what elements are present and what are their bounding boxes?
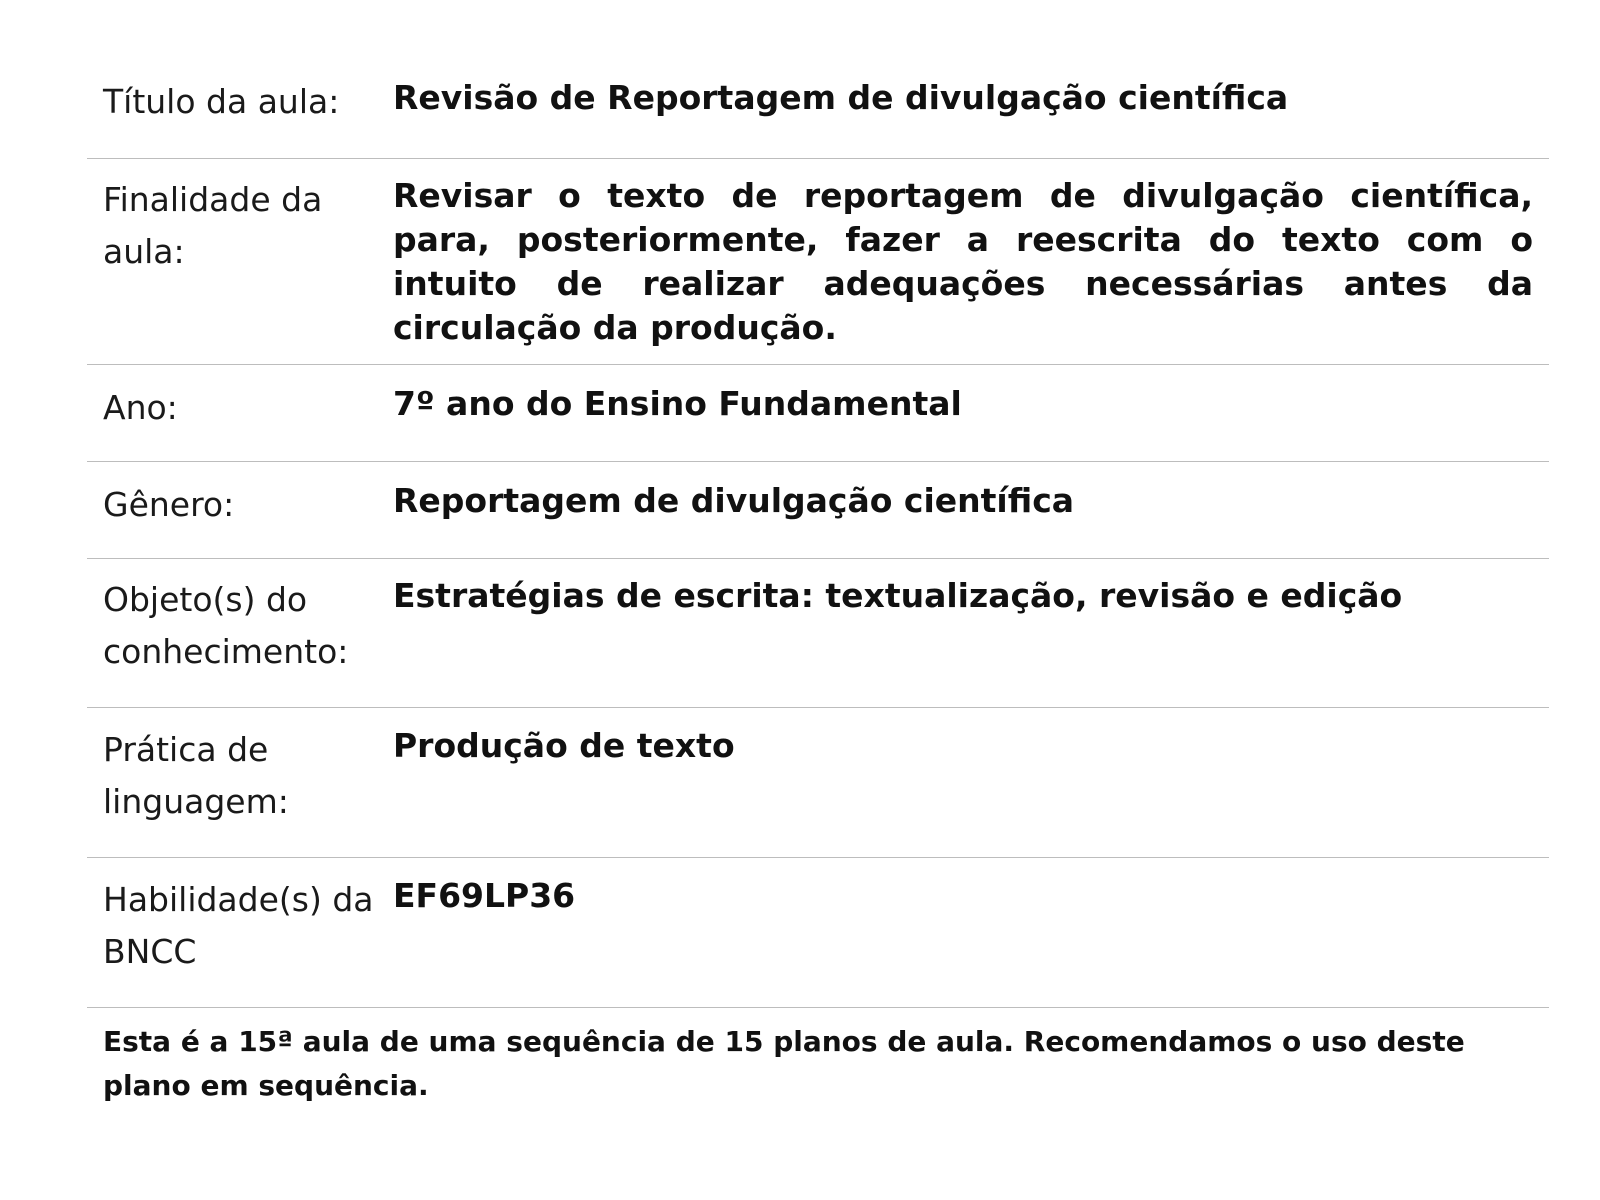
lesson-purpose-value: Revisar o texto de reportagem de divulgação científica, para, posteriormente, fazer a reescrita do texto com o intuito de realizar adequações necessárias antes da circulação da produção. [393,176,1533,347]
bncc-skills-value: EF69LP36 [393,876,576,915]
language-practice-value: Produção de texto [393,726,735,765]
row-bncc-skills [87,858,1549,1008]
lesson-purpose-label: Finalidade da aula: [103,180,323,271]
lesson-plan-table [87,58,1549,1108]
knowledge-objects-value: Estratégias de escrita: textualização, revisão e edição [393,576,1403,615]
sequence-note: Esta é a 15ª aula de uma sequência de 15 planos de aula. Recomendamos o uso deste plano em sequência. [103,1025,1465,1102]
row-grade [87,365,1549,462]
grade-value: 7º ano do Ensino Fundamental [393,384,962,423]
bncc-skills-label: Habilidade(s) da BNCC [103,880,374,971]
row-lesson-title [87,58,1549,159]
genre-label: Gênero: [103,485,235,524]
grade-label: Ano: [103,388,178,427]
row-lesson-purpose [87,159,1549,365]
genre-value: Reportagem de divulgação científica [393,481,1075,520]
lesson-title-label: Título da aula: [103,82,340,121]
row-genre [87,462,1549,559]
row-language-practice [87,708,1549,858]
lesson-title-value: Revisão de Reportagem de divulgação científica [393,78,1289,117]
knowledge-objects-label: Objeto(s) do conhecimento: [103,580,349,671]
language-practice-label: Prática de linguagem: [103,730,289,821]
row-knowledge-objects [87,559,1549,708]
